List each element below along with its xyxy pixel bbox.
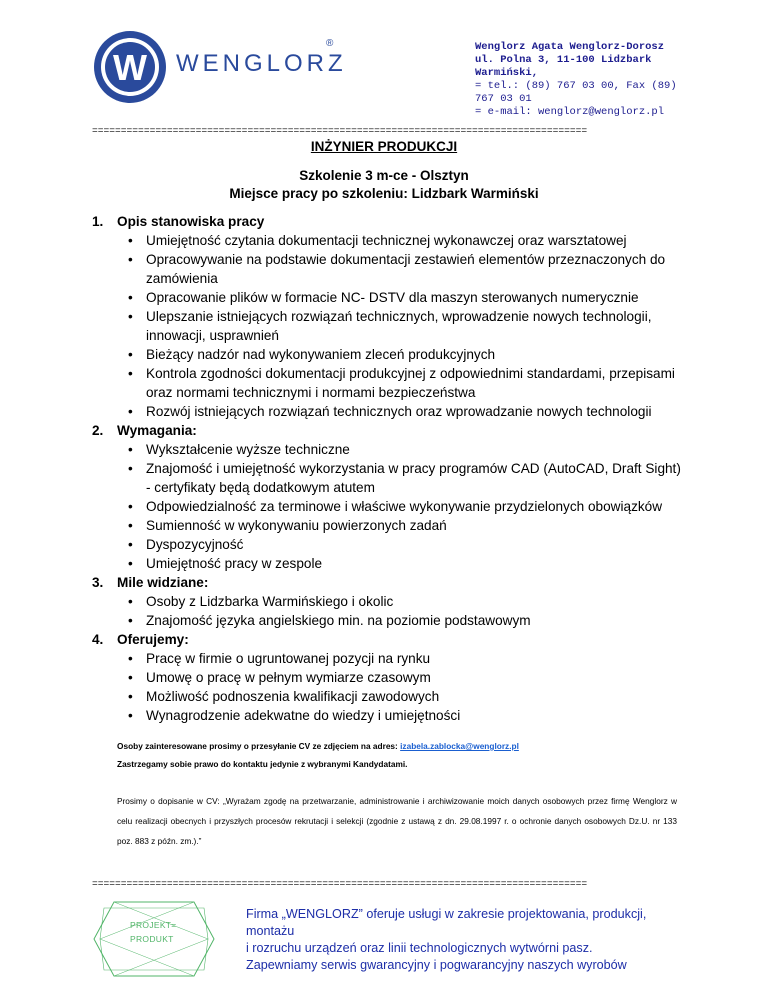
apply-text: Osoby zainteresowane prosimy o przesyłanie CV ze zdjęciem na adres: — [117, 741, 401, 751]
footer-text — [246, 906, 686, 974]
workplace-info: Miejsce pracy po szkoleniu: Lidzbark Warmiński — [229, 186, 539, 201]
list-item: • Odpowiedzialność za terminowe i właściwe wykonywanie przydzielonych obowiązków — [92, 497, 682, 516]
list-item: • Wykształcenie wyższe techniczne — [92, 440, 682, 459]
company-email: = e-mail: wenglorz@wenglorz.pl — [475, 106, 665, 118]
nice-to-have-list — [92, 592, 682, 630]
section-number: 4. — [92, 632, 104, 647]
section-offer — [92, 630, 682, 649]
badge-line-1: PROJEKT= — [130, 920, 177, 930]
section-number: 3. — [92, 575, 104, 590]
requirements-list — [92, 440, 682, 573]
footer-line-1: Firma „WENGLORZ” oferuje usługi w zakresie projektowania, produkcji, montażu — [246, 907, 647, 938]
list-item: • Sumienność w wykonywaniu powierzonych zadań — [92, 516, 682, 535]
apply-note — [117, 740, 677, 752]
list-item: • Kontrola zgodności dokumentacji produkcyjnej z odpowiednimi standardami, przepisami oraz normami technicznymi i normami bezpieczeństwa — [92, 364, 682, 402]
badge-text — [130, 918, 200, 946]
company-phone: = tel.: (89) 767 03 00, Fax (89) 767 03 01 — [475, 80, 683, 105]
company-name: Wenglorz Agata Wenglorz-Dorosz — [475, 41, 665, 53]
badge-line-2: PRODUKT — [130, 934, 174, 944]
company-logo — [92, 26, 352, 108]
list-item: • Bieżący nadzór nad wykonywaniem zleceń produkcyjnych — [92, 345, 682, 364]
section-requirements — [92, 421, 682, 440]
description-list — [92, 231, 682, 421]
job-title: INŻYNIER PRODUKCJI — [310, 139, 458, 154]
apply-email-link[interactable]: izabela.zablocka@wenglorz.pl — [400, 741, 519, 751]
job-sections — [92, 212, 682, 725]
list-item: • Możliwość podnoszenia kwalifikacji zawodowych — [92, 687, 682, 706]
registered-mark: ® — [326, 38, 334, 49]
list-item: • Dyspozycyjność — [92, 535, 682, 554]
list-item: • Umiejętność pracy w zespole — [92, 554, 682, 573]
offer-list — [92, 649, 682, 725]
list-item: • Pracę w firmie o ugruntowanej pozycji na rynku — [92, 649, 682, 668]
list-item: • Umiejętność czytania dokumentacji technicznej wykonawczej oraz warsztatowej — [92, 231, 682, 250]
section-nice-to-have — [92, 573, 682, 592]
list-item: • Ulepszanie istniejących rozwiązań technicznych, wprowadzenie nowych technologii, innowacji, usprawnień — [92, 307, 682, 345]
logo-mark: W — [113, 47, 147, 88]
list-item: • Wynagrodzenie adekwatne do wiedzy i umiejętności — [92, 706, 682, 725]
section-description — [92, 212, 682, 231]
company-address: ul. Polna 3, 11-100 Lidzbark Warmiński, — [475, 54, 658, 79]
list-item: • Znajomość i umiejętność wykorzystania w pracy programów CAD (AutoCAD, Draft Sight) - certyfikaty będą dodatkowym atutem — [92, 459, 682, 497]
footer-line-3: Zapewniamy serwis gwarancyjny i pogwarancyjny naszych wyrobów — [246, 958, 627, 972]
data-consent-clause: Prosimy o dopisanie w CV: „Wyrażam zgodę na przetwarzanie, administrowanie i archiwizowanie moich danych osobowych przez firmę Wenglorz w celu realizacji obecnych i przyszłych procesów rekrutacji i selekcji (zgodnie z ustawą z dn. 29.08.1997 r. o ochronie danych osobowych Dz.U. nr 133 poz. 883 z późn. zm.).” — [117, 796, 677, 846]
header-divider: ====================================================================================== — [92, 126, 588, 136]
footer-line-2: i rozruchu urządzeń oraz linii technologicznych wytwórni pasz. — [246, 941, 593, 955]
list-item: • Znajomość języka angielskiego min. na poziomie podstawowym — [92, 611, 682, 630]
list-item: • Rozwój istniejących rozwiązań technicznych oraz wprowadzanie nowych technologii — [92, 402, 682, 421]
list-item: • Opracowywanie na podstawie dokumentacji zestawień elementów przeznaczonych do zamówienia — [92, 250, 682, 288]
footer-divider: ====================================================================================== — [92, 879, 588, 889]
section-title: Opis stanowiska pracy — [117, 214, 265, 229]
section-number: 1. — [92, 214, 104, 229]
logo-wordmark: WENGLORZ — [176, 50, 347, 77]
training-info: Szkolenie 3 m-ce - Olsztyn — [299, 168, 469, 183]
list-item: • Osoby z Lidzbarka Warmińskiego i okolic — [92, 592, 682, 611]
section-title: Wymagania: — [117, 423, 197, 438]
section-title: Mile widziane: — [117, 575, 209, 590]
list-item: • Umowę o pracę w pełnym wymiarze czasowym — [92, 668, 682, 687]
list-item: • Opracowanie plików w formacie NC- DSTV dla maszyn sterowanych numerycznie — [92, 288, 682, 307]
section-number: 2. — [92, 423, 104, 438]
contact-note: Zastrzegamy sobie prawo do kontaktu jedynie z wybranymi Kandydatami. — [117, 759, 408, 769]
contact-block — [475, 41, 685, 119]
section-title: Oferujemy: — [117, 632, 189, 647]
wenglorz-logo-icon — [92, 26, 172, 108]
